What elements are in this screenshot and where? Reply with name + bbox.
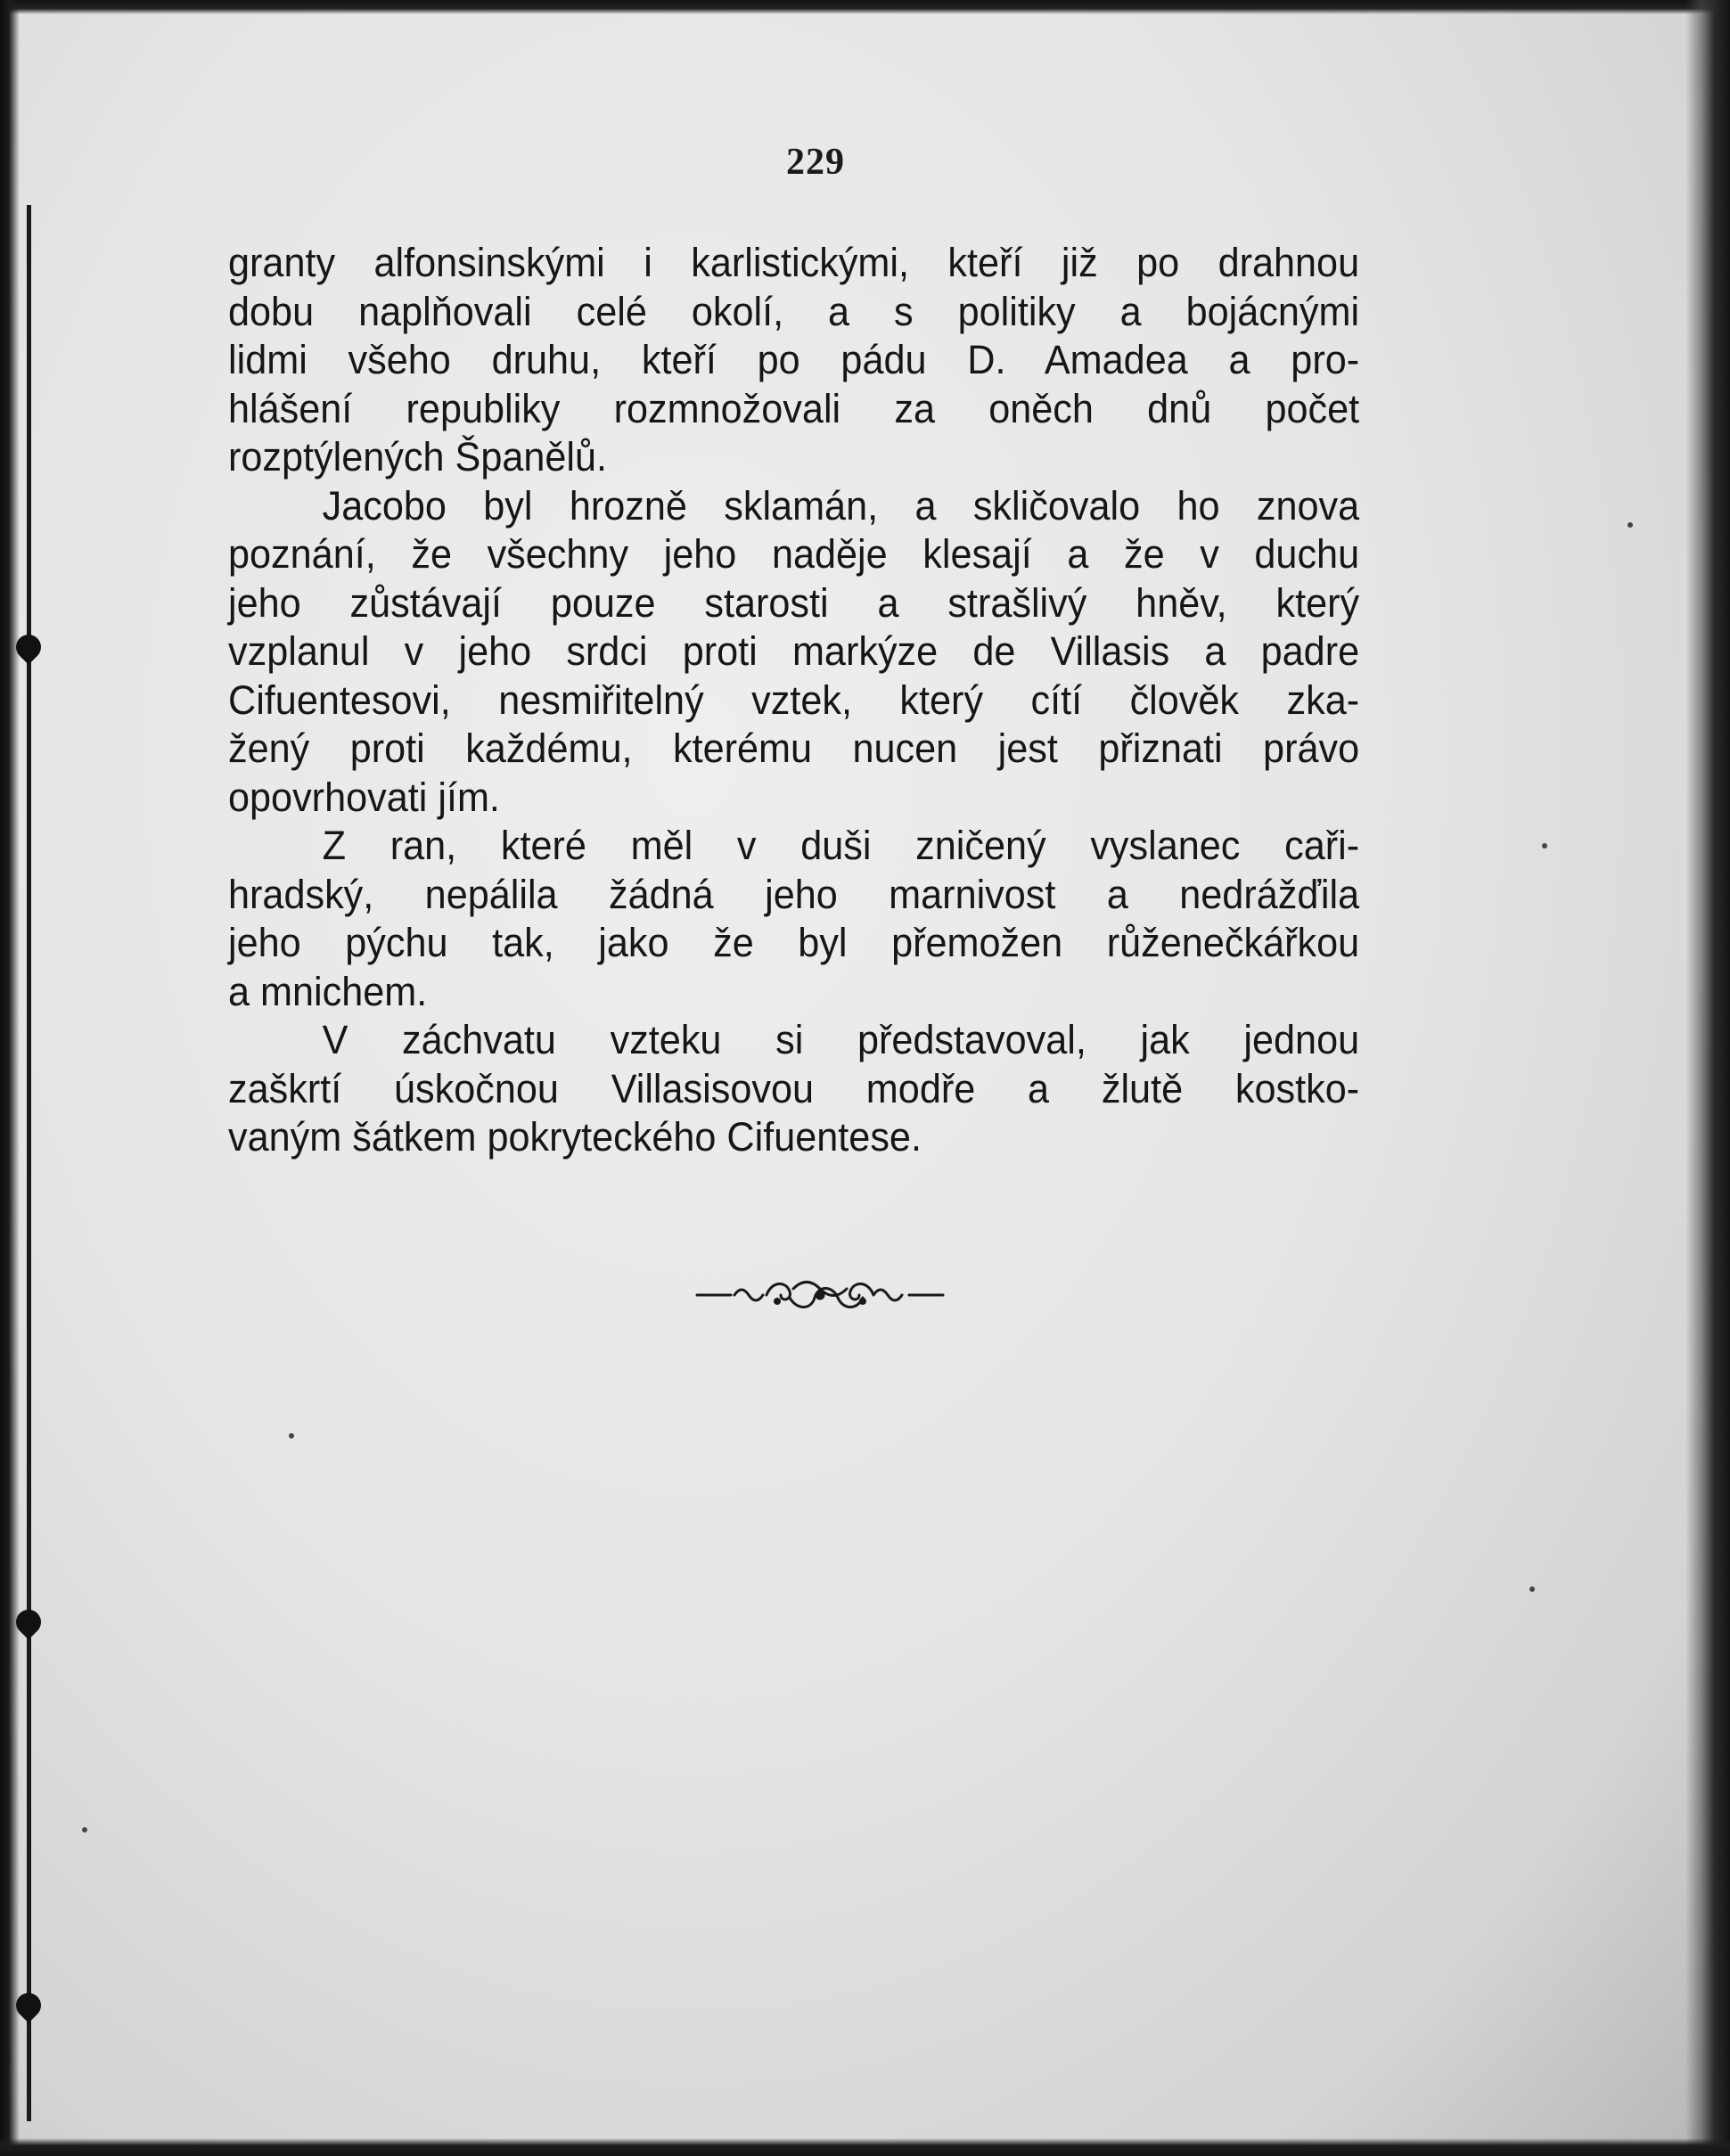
text-line: jeho zůstávají pouze starosti a strašlivý hněv, který: [228, 579, 1360, 626]
paper-speck: [1529, 1586, 1535, 1592]
text-line: vaným šátkem pokryteckého Cifuentese.: [228, 1114, 922, 1160]
text-line: Jacobo byl hrozně sklamán, a skličovalo ho znova: [322, 482, 1360, 529]
text-line: dobu naplňovali celé okolí, a s politiky a bojácnými: [228, 288, 1360, 334]
text-line: žený proti každému, kterému nucen jest přiznati právo: [228, 725, 1360, 771]
text-line: lidmi všeho druhu, kteří po pádu D. Amadea a pro-: [228, 337, 1360, 382]
text-line: vzplanul v jeho srdci proti markýze de Villasis a padre: [228, 628, 1360, 674]
binding-thread: [27, 205, 31, 2121]
text-line: jeho pýchu tak, jako že byl přemožen růženečkářkou: [228, 920, 1360, 965]
paper-speck: [1542, 843, 1547, 848]
paper-speck: [82, 1827, 87, 1832]
text-line: a mnichem.: [228, 968, 428, 1014]
text-line: rozptýlených Španělů.: [228, 434, 608, 480]
text-line: poznání, že všechny jeho naděje klesají a že v duchu: [228, 531, 1360, 577]
text-line: Cifuentesovi, nesmiřitelný vztek, který cítí člověk zka-: [228, 676, 1360, 723]
decorative-scroll-ornament-icon: [695, 1273, 945, 1317]
text-line: granty alfonsinskými i karlistickými, kteří již po drahnou: [228, 240, 1360, 285]
paper-speck: [1628, 522, 1633, 528]
scan-border-right: [1685, 0, 1730, 2156]
text-line: V záchvatu vzteku si představoval, jak jednou: [322, 1017, 1360, 1062]
text-line: Z ran, které měl v duši zničený vyslanec caři-: [322, 823, 1360, 868]
paper-speck: [289, 1433, 294, 1439]
text-line: hlášení republiky rozmnožovali za oněch dnů počet: [228, 385, 1360, 431]
scan-border-top: [0, 0, 1730, 14]
body-text: [228, 239, 1359, 1162]
scan-border-bottom: [0, 2138, 1730, 2156]
text-line: zaškrtí úskočnou Villasisovou modře a žlutě kostko-: [228, 1065, 1360, 1111]
text-line: opovrhovati jím.: [228, 774, 500, 820]
page-number: 229: [786, 142, 845, 183]
scan-border-left: [0, 0, 20, 2156]
text-line: hradský, nepálila žádná jeho marnivost a nedrážďila: [228, 871, 1360, 917]
